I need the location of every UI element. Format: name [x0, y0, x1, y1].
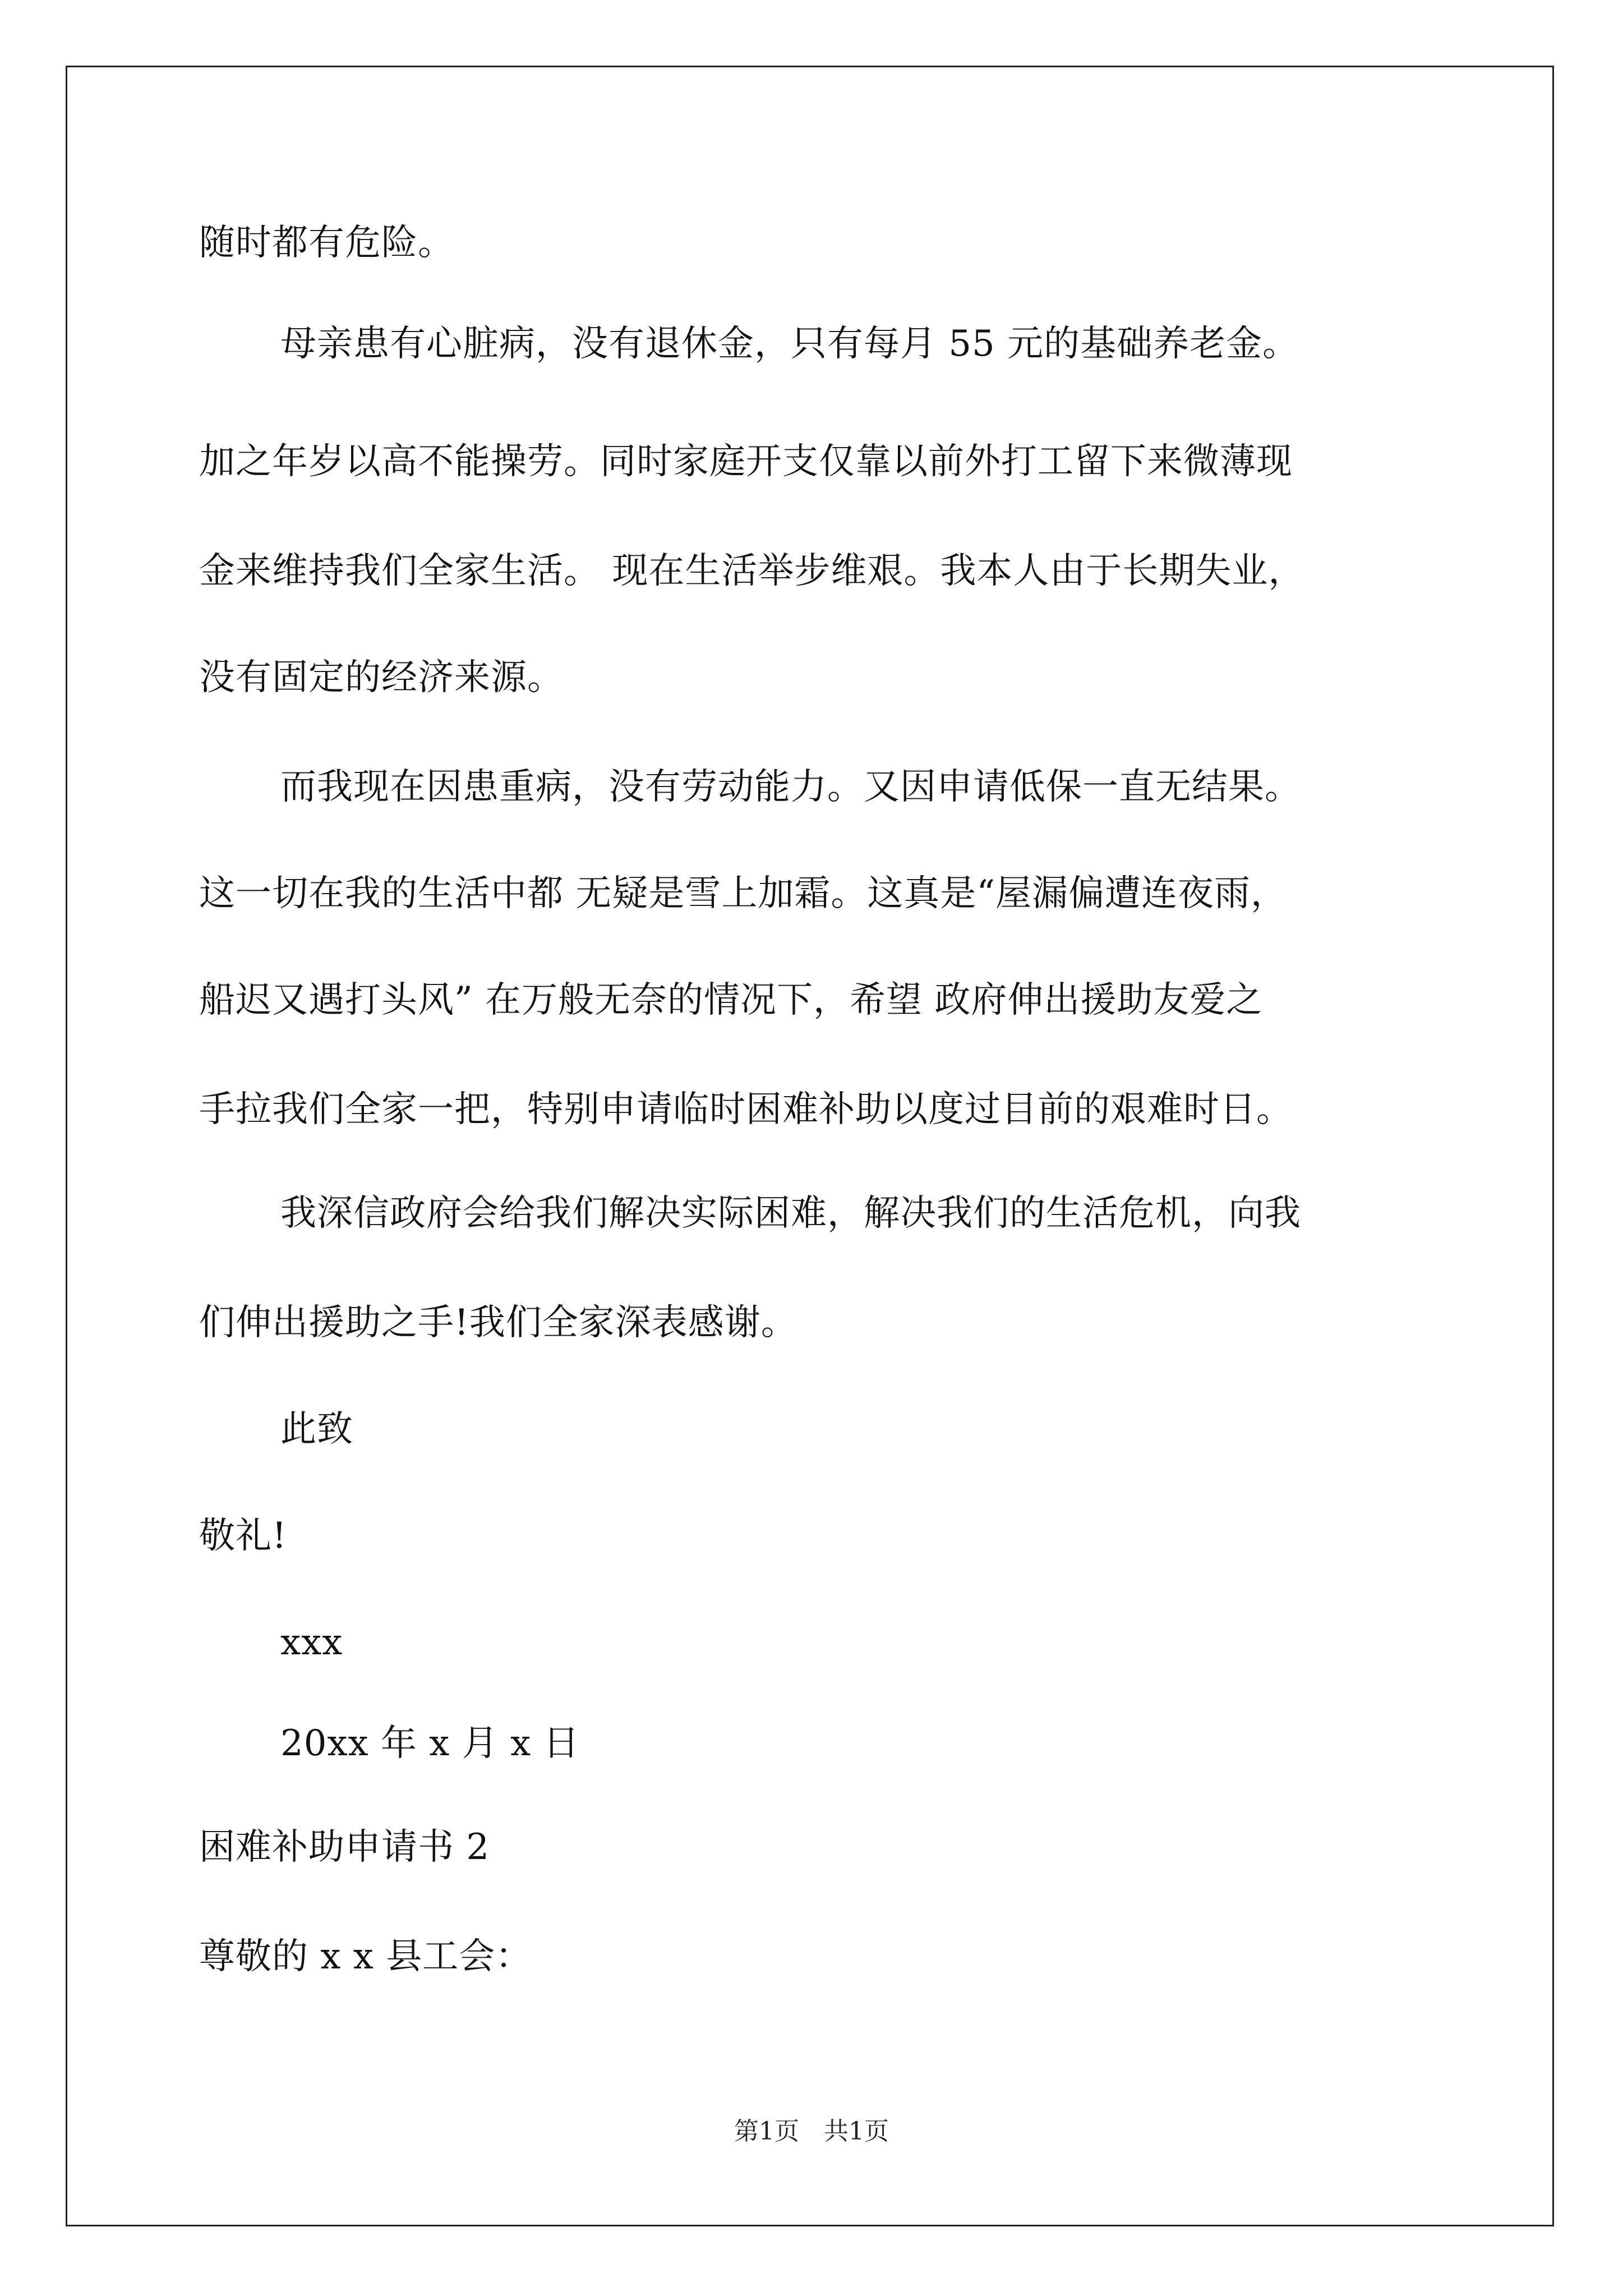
addressee: 尊敬的 x x 县工会： [199, 1936, 532, 1977]
paragraph-start: 我深信政府会给我们解决实际困难，解决我们的生活危机，向我 [280, 1193, 1301, 1234]
date: 20xx 年 x 月 x 日 [280, 1723, 580, 1764]
page-border [66, 66, 1554, 2226]
text-line: 金来维持我们全家生活。 现在生活举步维艰。我本人由于长期失业， [199, 550, 1305, 592]
closing-phrase: 此致 [280, 1409, 353, 1450]
paragraph-start: 而我现在因患重病，没有劳动能力。又因申请低保一直无结果。 [280, 766, 1301, 808]
paragraph-start: 母亲患有心脏病，没有退休金，只有每月 55 元的基础养老金。 [280, 323, 1299, 365]
section-title: 困难补助申请书 2 [199, 1826, 490, 1868]
text-line: 这一切在我的生活中都 无疑是雪上加霜。这真是“屋漏偏遭连夜雨， [199, 873, 1288, 914]
text-line: 加之年岁以高不能操劳。同时家庭开支仅靠以前外打工留下来微薄现 [199, 441, 1293, 482]
text-line: 随时都有危险。 [199, 222, 454, 264]
salutation: 敬礼! [199, 1515, 287, 1557]
text-line: 船迟又遇打头风” 在万般无奈的情况下，希望 政府伸出援助友爱之 [199, 979, 1263, 1021]
signature: xxx [280, 1622, 343, 1663]
text-line: 手拉我们全家一把，特别申请临时困难补助以度过目前的艰难时日。 [199, 1089, 1293, 1130]
page-footer: 第1页 共1页 [734, 2117, 889, 2146]
text-line: 们伸出援助之手!我们全家深表感谢。 [199, 1302, 797, 1343]
text-line: 没有固定的经济来源。 [199, 657, 564, 698]
